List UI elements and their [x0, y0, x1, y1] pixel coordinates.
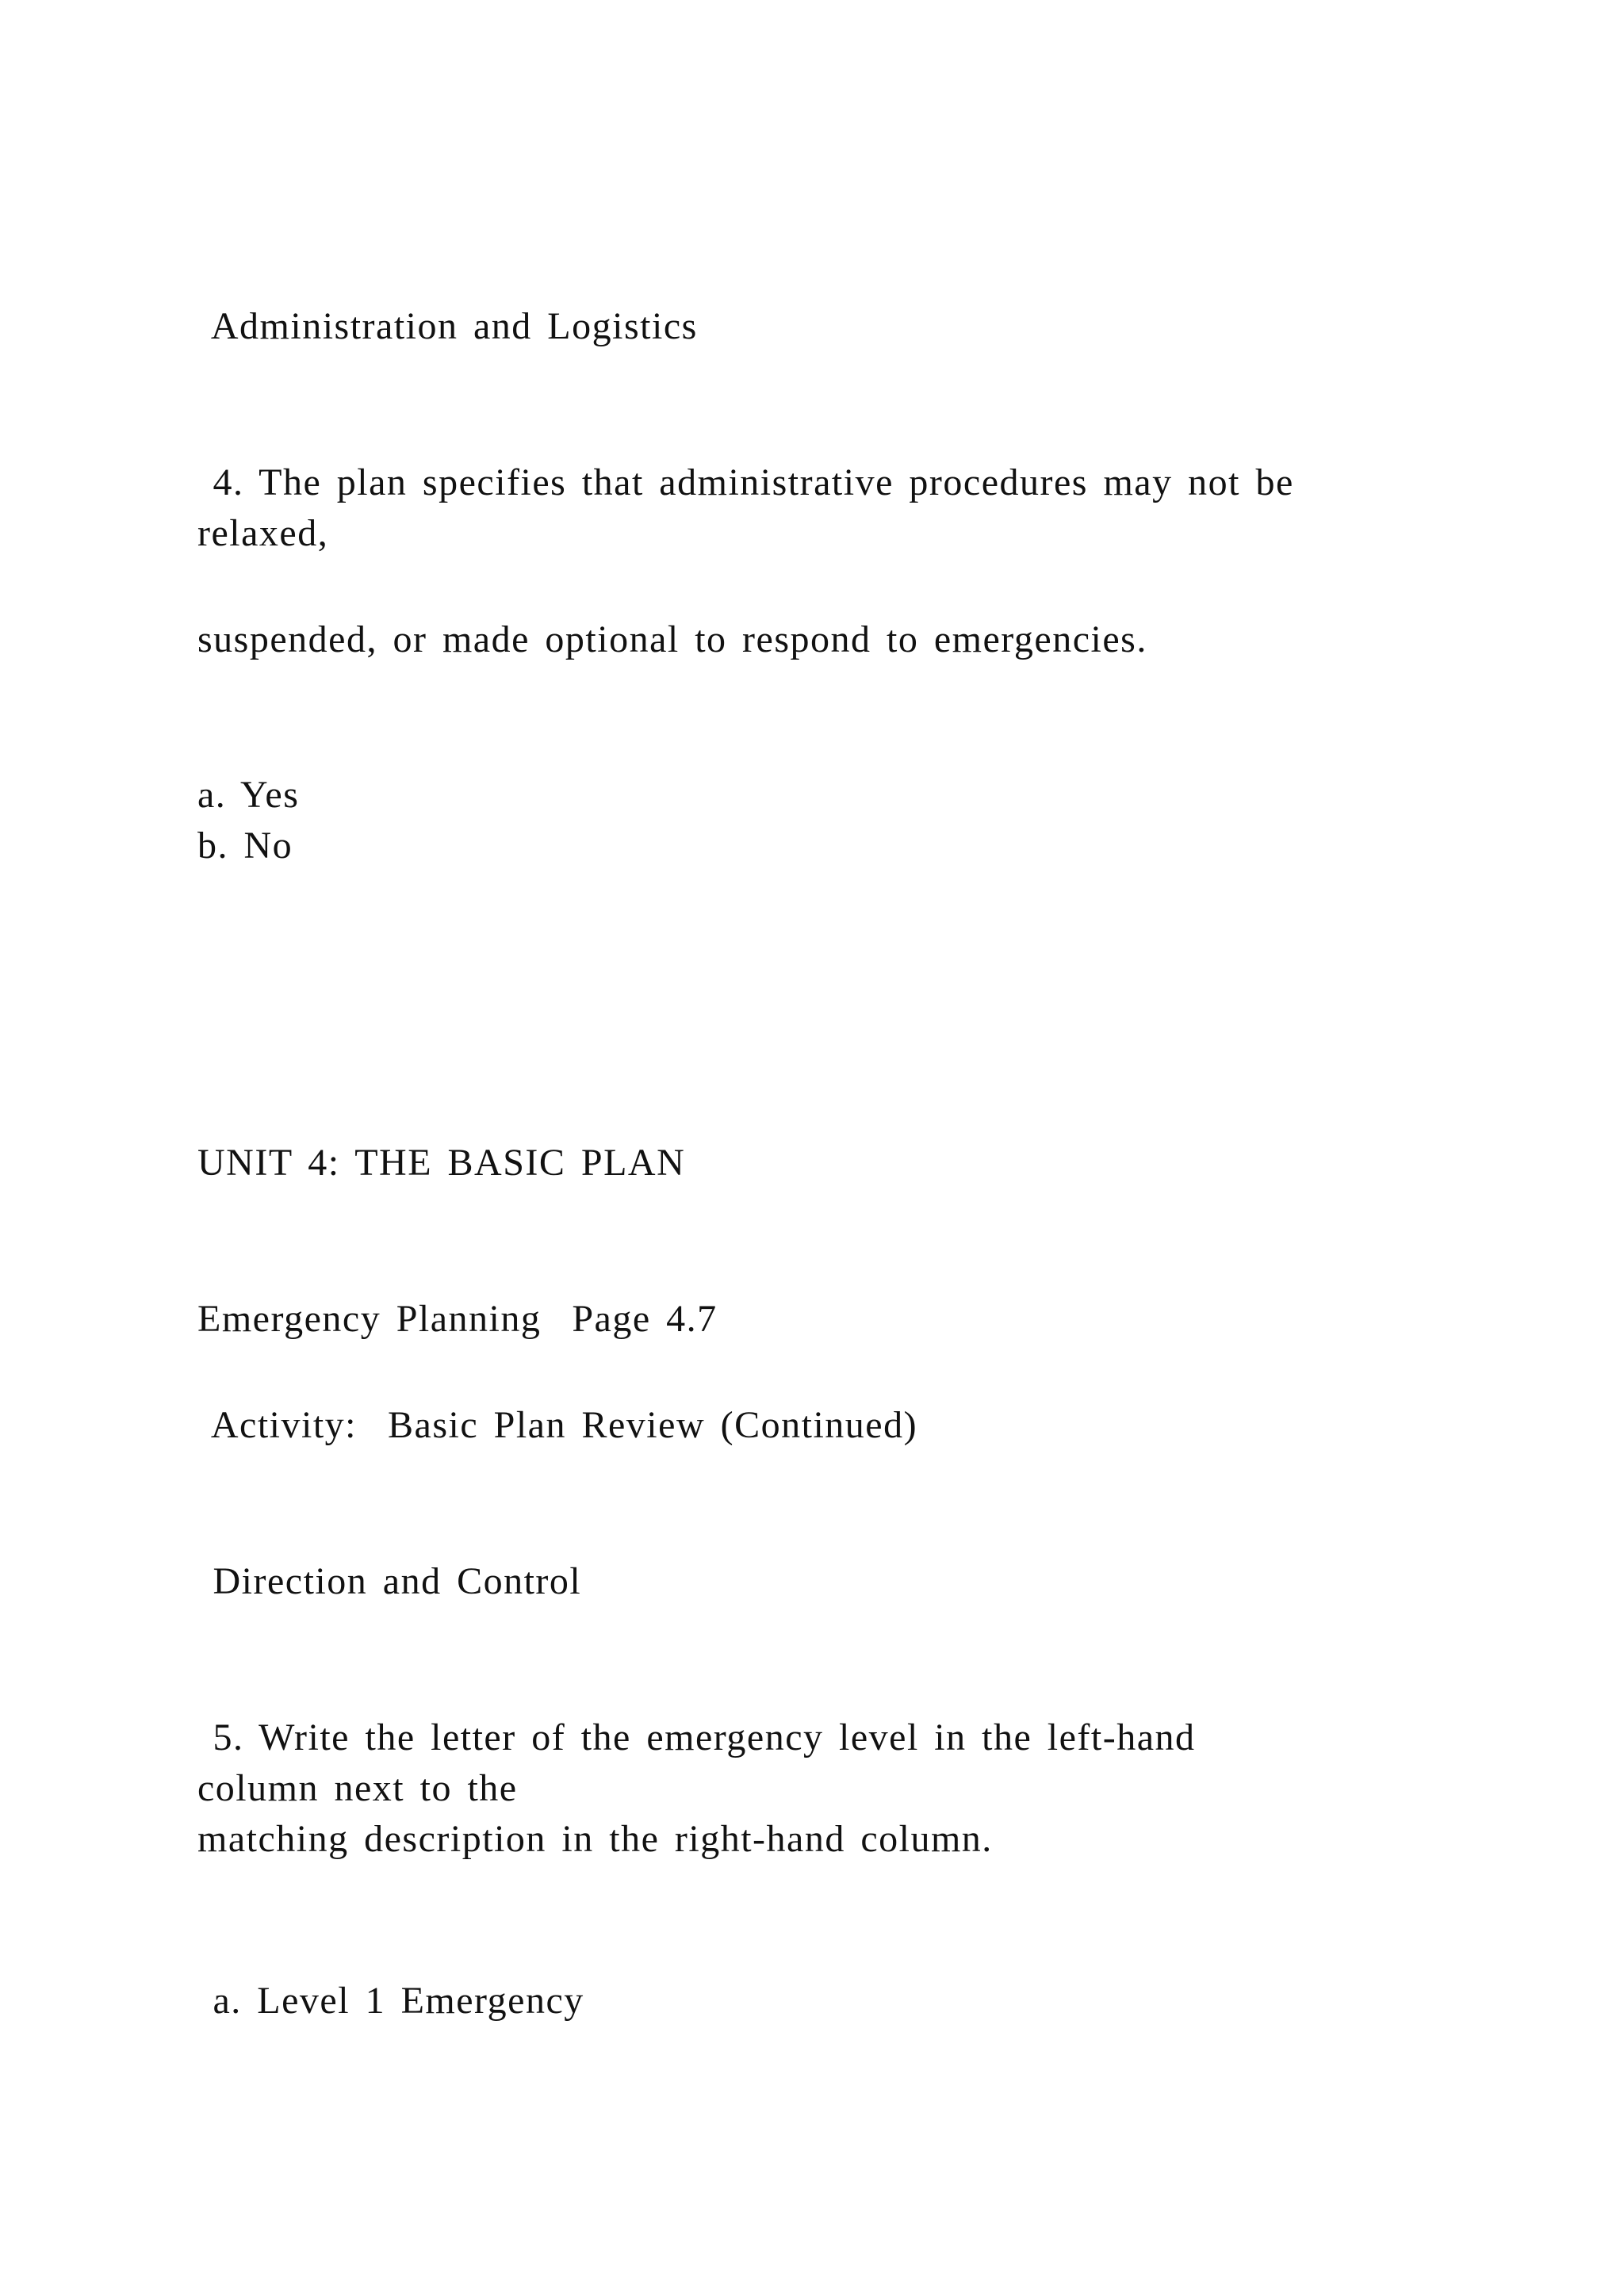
activity-title: Activity: Basic Plan Review (Continued) [197, 1404, 918, 1446]
question-5-line-3: matching description in the right-hand column. [197, 1818, 993, 1860]
question-5-option-a: a. Level 1 Emergency [197, 1980, 584, 2022]
question-4-line-1: 4. The plan specifies that administrative procedures may not be [197, 461, 1294, 503]
page-footer-label: Emergency Planning Page 4.7 [197, 1298, 718, 1340]
question-4-line-3: suspended, or made optional to respond to emergencies. [197, 618, 1147, 660]
question-4-option-b: b. No [197, 825, 293, 867]
question-4-option-a: a. Yes [197, 774, 300, 816]
section-heading-administration: Administration and Logistics [197, 305, 698, 347]
question-5-line-2: column next to the [197, 1767, 518, 1809]
question-5-line-1: 5. Write the letter of the emergency level in the left-hand [197, 1716, 1196, 1758]
unit-title: UNIT 4: THE BASIC PLAN [197, 1142, 686, 1184]
question-4-line-2: relaxed, [197, 512, 329, 554]
section-heading-direction: Direction and Control [197, 1560, 582, 1602]
